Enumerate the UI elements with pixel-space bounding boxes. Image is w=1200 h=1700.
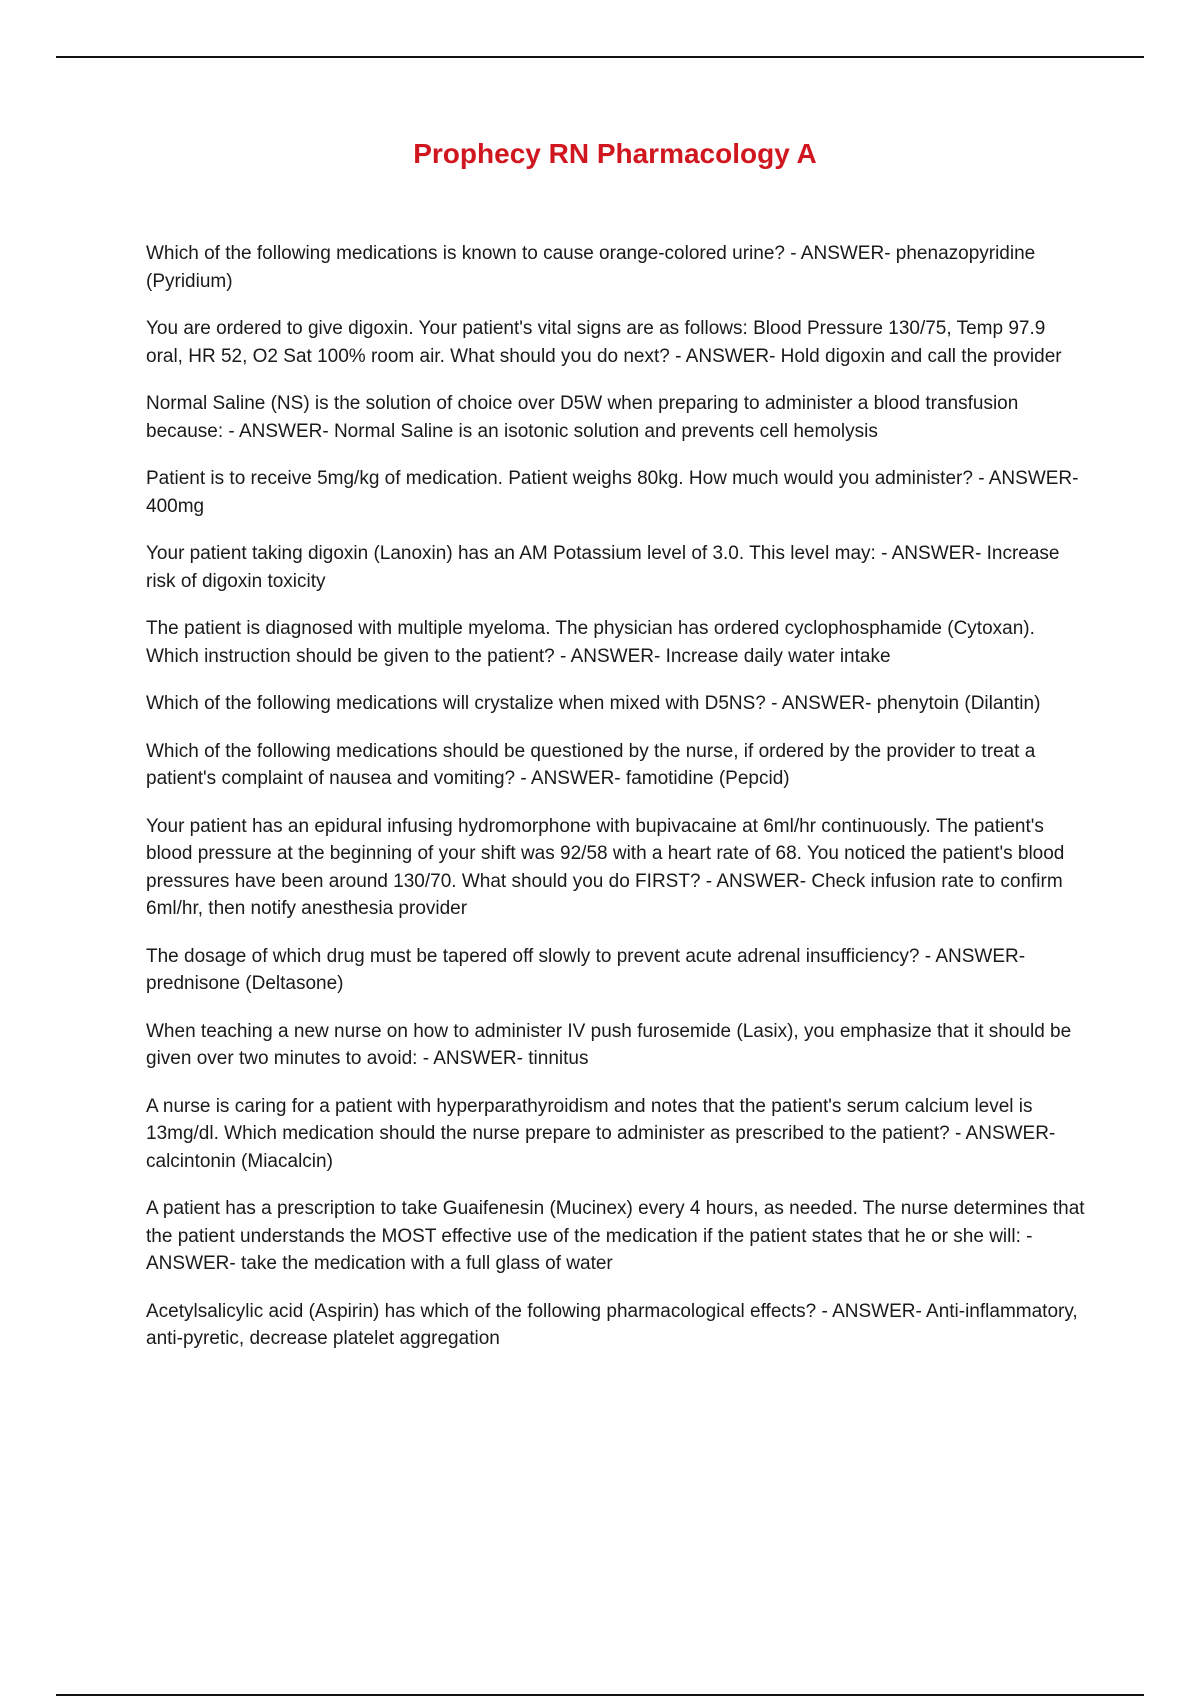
document-title: Prophecy RN Pharmacology A	[413, 138, 817, 169]
qa-item: Your patient has an epidural infusing hydromorphone with bupivacaine at 6ml/hr continuously. The patient's blood pressure at the beginning of your shift was 92/58 with a heart rate of 68. You noticed the patient's blood pressures have been around 130/70. What should you do FIRST? - ANSWER- Check infusion rate to confirm 6ml/hr, then notify anesthesia provider	[146, 815, 1065, 919]
qa-item: Patient is to receive 5mg/kg of medication. Patient weighs 80kg. How much would you administer? - ANSWER- 400mg	[146, 468, 1079, 517]
qa-item: When teaching a new nurse on how to administer IV push furosemide (Lasix), you emphasize that it should be given over two minutes to avoid: - ANSWER- tinnitus	[146, 1020, 1072, 1069]
bottom-divider	[56, 1694, 1144, 1696]
qa-item: Acetylsalicylic acid (Aspirin) has which of the following pharmacological effects? - ANSWER- Anti-inflammatory, anti-pyretic, decrease platelet aggregation	[146, 1300, 1078, 1349]
qa-item: Which of the following medications will crystalize when mixed with D5NS? - ANSWER- phenytoin (Dilantin)	[146, 693, 1041, 714]
qa-item: The dosage of which drug must be tapered off slowly to prevent acute adrenal insufficiency? - ANSWER- prednisone (Deltasone)	[146, 945, 1026, 994]
qa-item: Which of the following medications should be questioned by the nurse, if ordered by the provider to treat a patient's complaint of nausea and vomiting? - ANSWER- famotidine (Pepcid)	[146, 740, 1036, 789]
qa-item: Which of the following medications is known to cause orange-colored urine? - ANSWER- phenazopyridine (Pyridium)	[146, 243, 1036, 292]
qa-item: You are ordered to give digoxin. Your patient's vital signs are as follows: Blood Pressure 130/75, Temp 97.9 oral, HR 52, O2 Sat 100% room air. What should you do next? - ANSWER- Hold digoxin and call the provider	[146, 318, 1062, 367]
qa-item: Your patient taking digoxin (Lanoxin) has an AM Potassium level of 3.0. This level may: - ANSWER- Increase risk of digoxin toxicity	[146, 543, 1060, 592]
qa-item: A patient has a prescription to take Guaifenesin (Mucinex) every 4 hours, as needed. The nurse determines that the patient understands the MOST effective use of the medication if the patient states that he or she will: - ANSWER- take the medication with a full glass of water	[146, 1198, 1085, 1274]
qa-item: A nurse is caring for a patient with hyperparathyroidism and notes that the patient's serum calcium level is 13mg/dl. Which medication should the nurse prepare to administer as prescribed to the patient? - ANSWER- calcintonin (Miacalcin)	[146, 1095, 1056, 1172]
qa-item: The patient is diagnosed with multiple myeloma. The physician has ordered cyclophosphamide (Cytoxan). Which instruction should be given to the patient? - ANSWER- Increase daily water intake	[146, 618, 1035, 667]
top-divider	[56, 56, 1144, 58]
qa-list	[146, 240, 1086, 1373]
qa-item: Normal Saline (NS) is the solution of choice over D5W when preparing to administer a blood transfusion because: - ANSWER- Normal Saline is an isotonic solution and prevents cell hemolysis	[146, 393, 1019, 442]
